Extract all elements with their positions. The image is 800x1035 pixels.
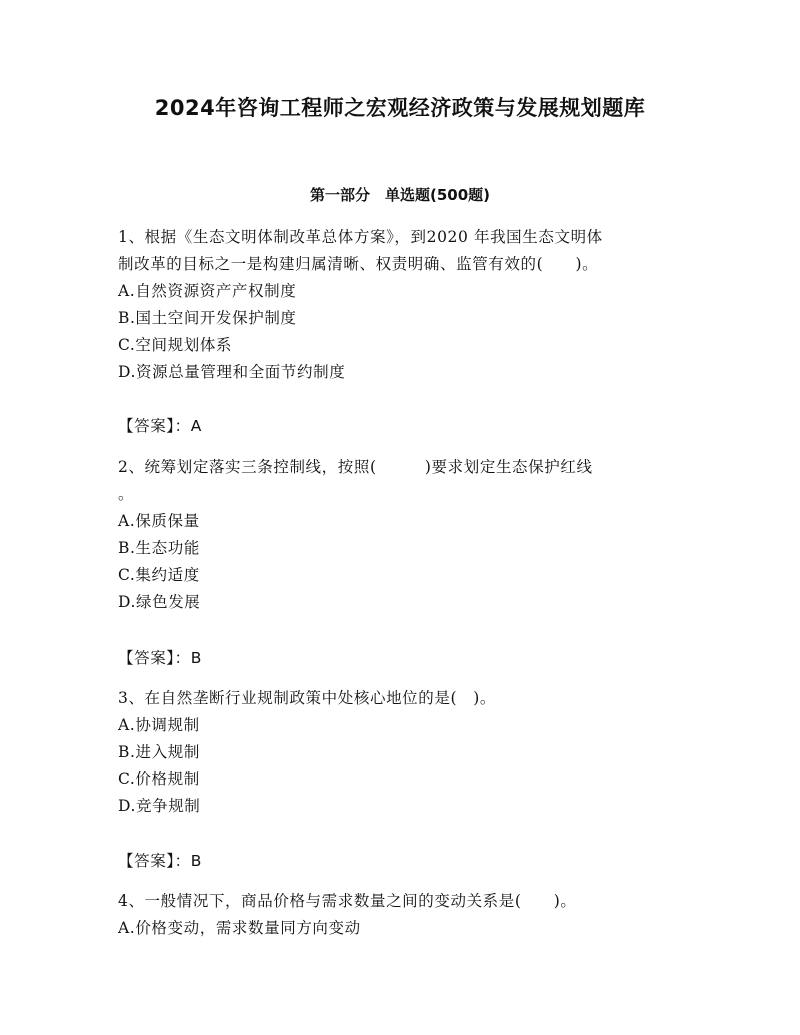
question-2-option-d: D.绿色发展 (118, 593, 201, 611)
question-4-stem-line-1: 4、一般情况下，商品价格与需求数量之间的变动关系是( )。 (118, 892, 577, 910)
question-3-option-c: C.价格规制 (118, 770, 200, 788)
question-2-answer: 【答案】：B (118, 649, 202, 667)
question-2-stem-line-2: 。 (118, 485, 135, 503)
question-2-option-c: C.集约适度 (118, 566, 200, 584)
question-1-stem-line-1: 1、根据《生态文明体制改革总体方案》，到2020 年我国生态文明体 (118, 228, 603, 246)
question-2-stem-line-1: 2、统筹划定落实三条控制线，按照( )要求划定生态保护红线 (118, 458, 593, 476)
question-1-option-b: B.国土空间开发保护制度 (118, 309, 297, 327)
section-heading: 第一部分 单选题(500题) (309, 186, 491, 204)
page-title: 2024年咨询工程师之宏观经济政策与发展规划题库 (154, 96, 646, 120)
question-1-option-c: C.空间规划体系 (118, 336, 233, 354)
question-3-option-d: D.竞争规制 (118, 797, 201, 815)
question-3-option-a: A.协调规制 (118, 716, 200, 734)
question-1-option-d: D.资源总量管理和全面节约制度 (118, 363, 346, 381)
question-3-stem-line-1: 3、在自然垄断行业规制政策中处核心地位的是( )。 (118, 689, 496, 707)
question-1-stem-line-2: 制改革的目标之一是构建归属清晰、权责明确、监管有效的( )。 (118, 255, 599, 273)
question-2-option-b: B.生态功能 (118, 539, 200, 557)
question-3-answer: 【答案】：B (118, 852, 202, 870)
question-1-option-a: A.自然资源资产产权制度 (118, 282, 297, 300)
question-1-answer: 【答案】：A (118, 417, 202, 435)
question-2-option-a: A.保质保量 (118, 512, 200, 530)
question-4-option-a: A.价格变动，需求数量同方向变动 (118, 919, 361, 937)
question-3-option-b: B.进入规制 (118, 743, 200, 761)
